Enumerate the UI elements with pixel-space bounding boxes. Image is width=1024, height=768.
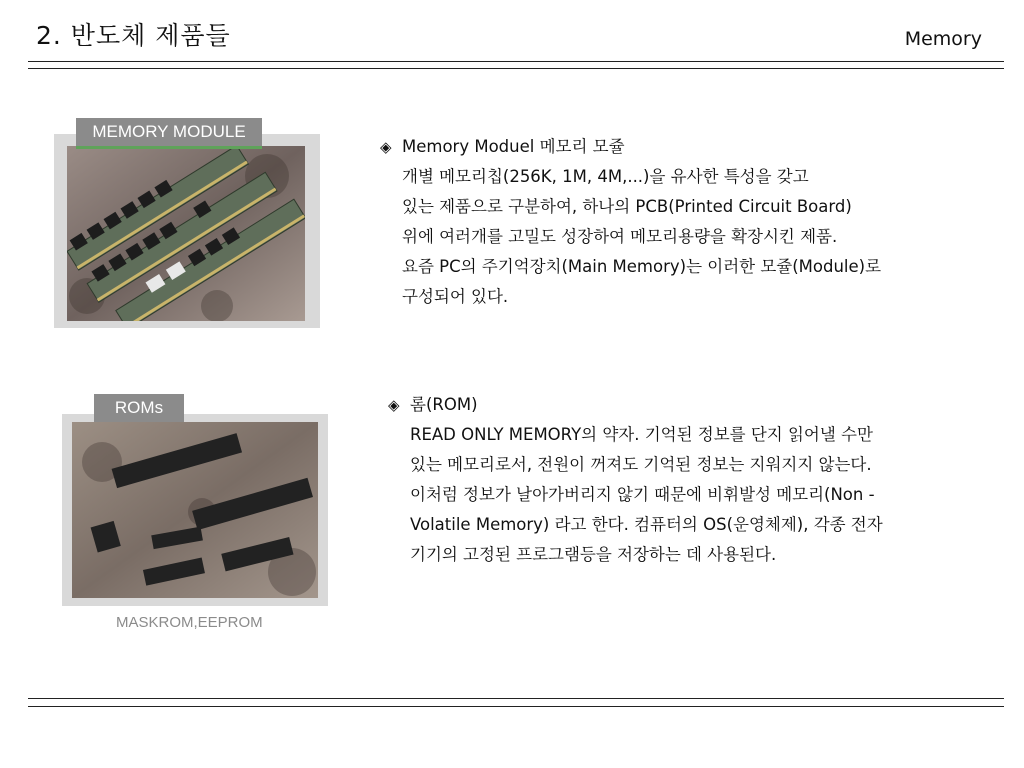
rom-line-5: 기기의 고정된 프로그램등을 저장하는 데 사용된다. [410,545,777,564]
memory-module-line-5: 구성되어 있다. [402,287,509,306]
diamond-bullet-icon: ◈ [380,138,392,156]
rom-line-1: READ ONLY MEMORY의 약자. 기억된 정보를 단지 읽어낼 수만 [410,425,873,444]
diamond-bullet-icon: ◈ [388,396,400,414]
memory-module-heading-row [380,132,881,162]
memory-module-line-1: 개별 메모리칩(256K, 1M, 4M,...)을 유사한 특성을 갖고 [402,167,809,186]
memory-module-line-3: 위에 여러개를 고밀도 성장하여 메모리용량을 확장시킨 제품. [402,227,838,246]
memory-module-image-label: MEMORY MODULE [76,118,262,149]
page-title: 2. 반도체 제품들 [36,21,231,50]
memory-module-line-4: 요즘 PC의 주기억장치(Main Memory)는 이러한 모쥴(Module)로 [402,257,882,276]
rom-image-label: ROMs [94,394,184,422]
rom-heading: 롬(ROM) [410,395,478,414]
memory-module-line-2: 있는 제품으로 구분하여, 하나의 PCB(Printed Circuit Board) [402,197,852,216]
rom-image-caption: MASKROM,EEPROM [116,614,263,631]
rom-description [388,390,883,570]
footer-rule-top [28,698,1004,699]
rom-heading-row [388,390,883,420]
rom-line-2: 있는 메모리로서, 전원이 꺼져도 기억된 정보는 지워지지 않는다. [410,455,872,474]
rom-line-3: 이처럼 정보가 날아가버리지 않기 때문에 비휘발성 메모리(Non - [410,485,875,504]
memory-module-photo [67,146,305,321]
header-rule-bottom [28,68,1004,69]
footer-rule-bottom [28,706,1004,707]
rom-photo [72,422,318,598]
memory-module-figure [54,118,320,328]
header-rule-top [28,61,1004,62]
rom-figure [62,394,328,634]
memory-module-heading: Memory Moduel 메모리 모쥴 [402,137,625,156]
section-label: Memory [904,28,982,50]
rom-line-4: Volatile Memory) 라고 한다. 컴퓨터의 OS(운영체제), 각종 전자 [410,515,883,534]
memory-module-description [380,132,881,312]
